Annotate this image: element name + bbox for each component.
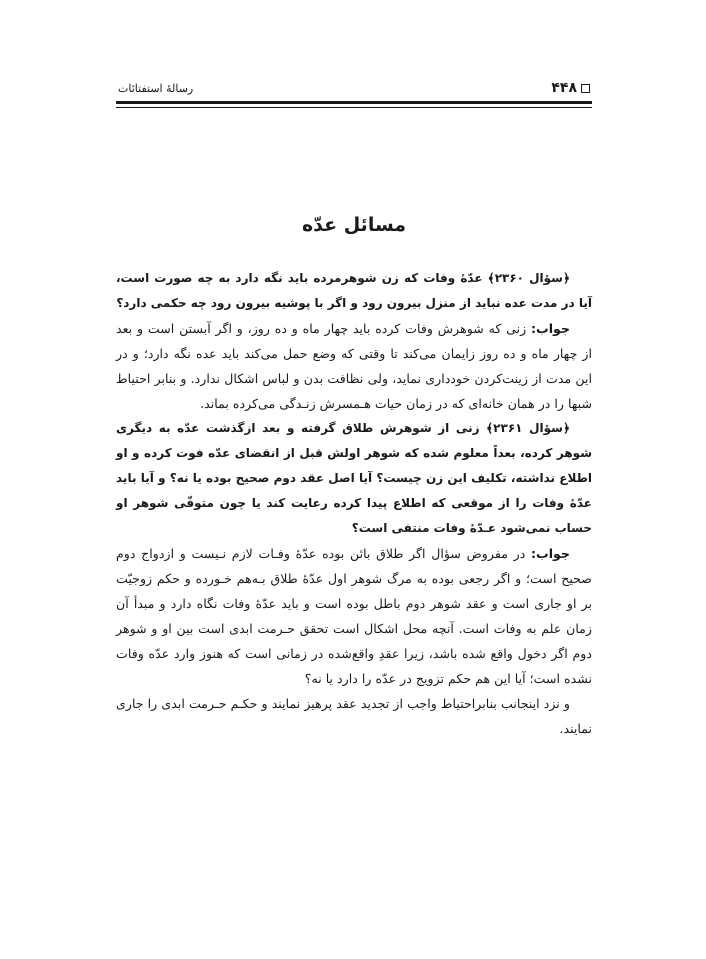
question-label: ﴿سؤال ۲۳۶۰﴾ <box>487 271 570 285</box>
header-rule-thin <box>116 107 592 108</box>
answer-label: جواب: <box>531 321 570 336</box>
page-header <box>118 78 590 100</box>
question-paragraph <box>116 266 592 316</box>
answer-closing-paragraph <box>116 691 592 741</box>
answer-paragraph <box>116 316 592 416</box>
header-rule-thick <box>116 101 592 104</box>
question-label: ﴿سؤال ۲۳۶۱﴾ <box>486 421 570 435</box>
answer-paragraph <box>116 541 592 691</box>
body-text <box>116 266 592 741</box>
answer-text: در مفروض سؤال اگر طلاق بائن بوده عدّۀ وفـات لازم نـیست و ازدواج دوم صحیح است؛ و اگر رجعی بوده به مرگ شوهر اول عدّۀ طلاق بـه‌هم خـورده و حکم زوجیّت بر او جاری است و عقد شوهر دوم باطل بوده است و باید عدّۀ وفات نگاه دارد و مبدأ آن زمان علم به وفات است. آنچه محل اشکال است تحقق حـرمت ابدی است بین او و شوهر دوم اگر دخول واقع شده باشد، زیرا عقدِ واقع‌شده در زمانی است که هنوز وارد عدّه وفات نشده است؛ آیا این هم حکم تزویج در عدّه را دارد یا نه؟ <box>116 546 592 686</box>
running-title: رسالۀ استفتائات <box>118 82 194 95</box>
page-number <box>551 80 590 96</box>
answer-text: زنی که شوهرش وفات کرده باید چهار ماه و ده روز، و اگر آبستن است و بعد از چهار ماه و ده روز زایمان می‌کند تا وقتی که وضع حمل می‌کند باید عده نگه دارد؛ و در این مدت از زینت‌کردن خودداری نماید، ولی نظافت بدن و لباس اشکال ندارد. و بنابر احتیاط شبها را در همان خانه‌ای که در زمان حیات هـمسرش زنـدگی می‌کرده بماند. <box>116 321 592 411</box>
page-number-text: ۴۴۸ <box>551 80 577 96</box>
answer-closing-text: و نزد اینجانب بنابراحتیاط واجب از تجدید عقد پرهیز نمایند و حکـم حـرمت ابدی را جاری نمایند. <box>116 696 592 736</box>
question-text: عدّۀ وفات که زن شوهرمرده باید نگه دارد به چه صورت است، آیا در مدت عده نباید از منزل بیرون رود و اگر با پوشیه بیرون رود چه حکمی دارد؟ <box>116 271 592 310</box>
section-title: مسائل عدّه <box>301 214 407 236</box>
square-bullet-icon <box>581 84 590 93</box>
question-text: زنی از شوهرش طلاق گرفته و بعد ازگذشت عدّه به دیگری شوهر کرده، بعداً معلوم شده که شوهر اولش قبل از انقضای عدّه فوت کرده و او اطلاع نداشته، تکلیف این زن چیست؟ آیا اصل عقد دوم صحیح بوده یا نه؟ و آیا باید عدّۀ وفات را از موقعی که اطلاع پیدا کرده رعایت کند یا چون متوفّی شوهر او حساب نمی‌شود عـدّۀ وفات منتفی است؟ <box>116 421 592 535</box>
question-paragraph <box>116 416 592 541</box>
answer-label: جواب: <box>531 546 570 561</box>
